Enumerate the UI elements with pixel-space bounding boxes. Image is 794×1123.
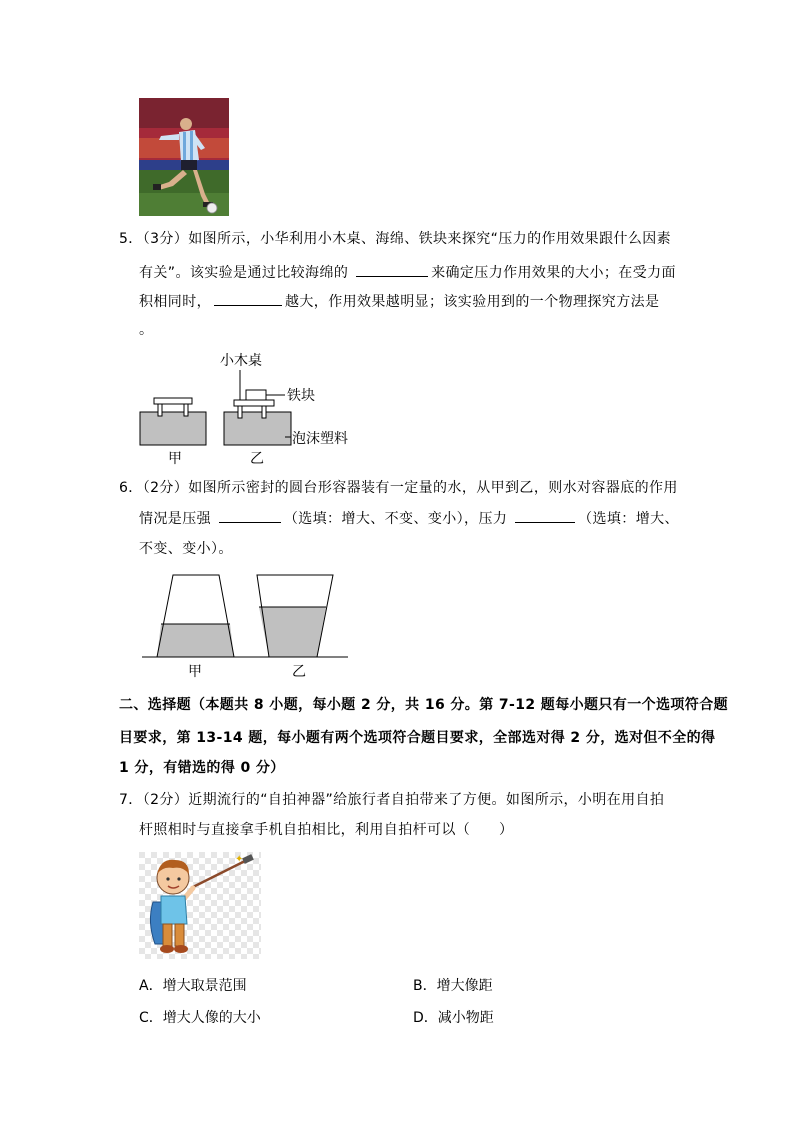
q5-line-2-text-a: 有关”。该实验是通过比较海绵的 <box>139 265 354 281</box>
q5-line-2-text-b: 来确定压力作用效果的大小；在受力面 <box>431 265 676 281</box>
answer-blank[interactable] <box>356 262 428 277</box>
q5-line-3-text-a: 积相同时， <box>139 294 211 310</box>
label-yi: 乙 <box>250 451 264 467</box>
label-foam: 泡沫塑料 <box>292 431 348 447</box>
section-2-heading-line-1: 二、选择题（本题共 8 小题，每小题 2 分，共 16 分。第 7-12 题每小题只有一个选项符合题 <box>119 697 728 713</box>
q5-line-3-text-b: 越大，作用效果越明显；该实验用到的一个物理探究方法是 <box>285 294 660 310</box>
answer-blank[interactable] <box>515 508 575 523</box>
q6-line-3: 不变、变小）。 <box>139 541 233 557</box>
section-2-heading-line-2: 目要求，第 13-14 题，每小题有两个选项符合题目要求，全部选对得 2 分，选对但不全的得 <box>119 730 716 746</box>
container-figure <box>140 572 350 682</box>
answer-blank[interactable] <box>214 291 282 306</box>
q6-line-2 <box>139 508 699 529</box>
option-a[interactable]: A．增大取景范围 <box>139 978 247 994</box>
label-jia: 甲 <box>188 664 202 680</box>
q5-line-1: 5．（3分）如图所示，小华利用小木桌、海绵、铁块来探究“压力的作用效果跟什么因素 <box>119 231 672 247</box>
option-d[interactable]: D．减小物距 <box>413 1010 494 1026</box>
q6-line-2-text-b: （选填：增大、不变、变小），压力 <box>283 511 513 527</box>
label-iron-block: 铁块 <box>287 388 315 404</box>
soccer-player-photo <box>139 98 229 216</box>
option-c[interactable]: C．增大人像的大小 <box>139 1010 261 1026</box>
selfie-stick-illustration <box>139 852 261 959</box>
label-small-table: 小木桌 <box>220 353 262 369</box>
q7-line-2: 杆照相时与直接拿手机自拍相比，利用自拍杆可以（ ） <box>139 822 514 838</box>
q5-line-4: 。 <box>139 322 154 338</box>
label-jia: 甲 <box>168 451 182 467</box>
q7-line-1: 7．（2分）近期流行的“自拍神器”给旅行者自拍带来了方便。如图所示，小明在用自拍 <box>119 792 665 808</box>
q6-line-1: 6．（2分）如图所示密封的圆台形容器装有一定量的水，从甲到乙，则水对容器底的作用 <box>119 480 678 496</box>
label-yi: 乙 <box>292 664 306 680</box>
option-b[interactable]: B．增大像距 <box>413 978 493 994</box>
q6-line-2-text-a: 情况是压强 <box>139 511 216 527</box>
pressure-experiment-figure <box>135 348 375 468</box>
q6-line-2-text-c: （选填：增大、 <box>578 511 679 527</box>
svg-text:✦: ✦ <box>235 854 244 865</box>
answer-blank[interactable] <box>219 508 281 523</box>
q5-line-3 <box>139 291 699 312</box>
section-2-heading-line-3: 1 分，有错选的得 0 分） <box>119 760 285 776</box>
q5-line-2 <box>139 262 699 283</box>
